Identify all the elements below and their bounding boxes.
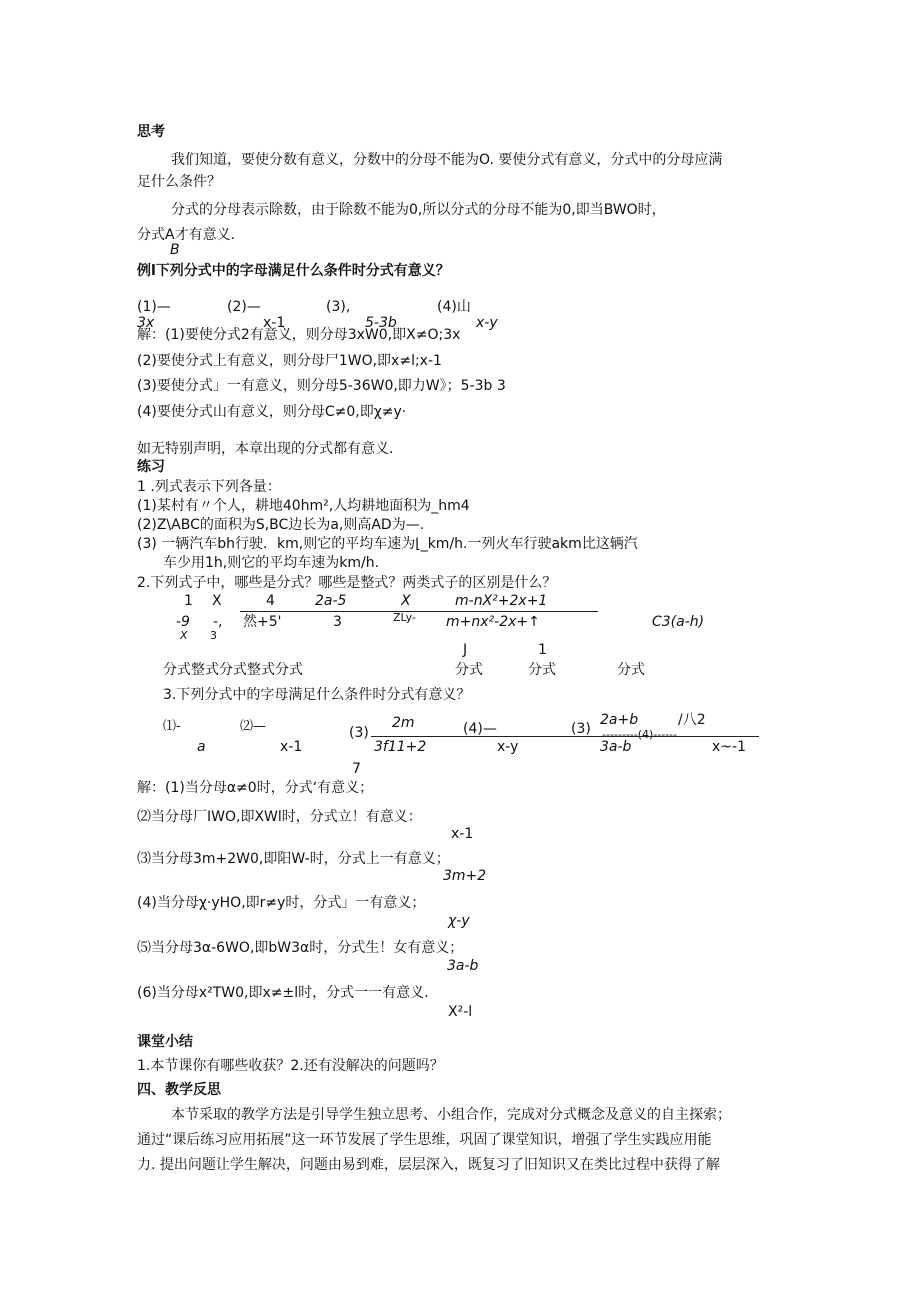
q2-expression: 1 xyxy=(538,642,547,658)
example-item: (1)— xyxy=(137,299,171,315)
q3-denominator: a xyxy=(197,739,206,755)
solution-line: ⑶当分母3m+2W0,即阳W-时，分式上一有意义； xyxy=(137,851,450,867)
practice-heading: 练习 xyxy=(137,459,165,475)
q2-expression: ZLy- xyxy=(393,611,416,624)
q3-numerator: 2m xyxy=(392,715,415,731)
practice-line: (1)某村有〃个人，耕地40hm²,人均耕地面积为_hm4 xyxy=(137,498,470,514)
q3-numerator: /八2 xyxy=(678,712,706,728)
q2-expression: m+nx²-2x+↑ xyxy=(446,614,540,630)
q2-expression: 然+5' xyxy=(243,614,282,630)
q2-answer: 分式 xyxy=(528,662,556,678)
q2-answer: 分式 xyxy=(617,662,645,678)
q2-expression: -9 xyxy=(176,614,190,630)
q3-item: (4)— xyxy=(463,721,497,737)
reflection-line: 力. 提出问题让学生解决，问题由易到难，层层深入，既复习了旧知识又在类比过程中获得了解 xyxy=(137,1157,720,1173)
q2-expression: C3(a-h) xyxy=(652,614,705,630)
example-denominator: x-1 xyxy=(263,315,286,331)
paragraph-line: 分式A才有意义. xyxy=(137,227,236,243)
note-line: 如无特别声明，本章出现的分式都有意义. xyxy=(137,441,394,457)
solution-line: 解：(1)要使分式2有意义，则分母3xW0,即X≠O;3x xyxy=(137,327,461,343)
example-item: (4)山 xyxy=(437,299,471,315)
summary-heading: 课堂小结 xyxy=(137,1034,193,1050)
solution-line: (3)要使分式」一有意义，则分母5-36W0,即力W》；5-3b 3 xyxy=(137,378,506,394)
q3-denominator: x-1 xyxy=(280,739,303,755)
solution-denominator: 3a-b xyxy=(447,958,479,974)
practice-line: (3) 一辆汽车bh行驶．km,则它的平均车速为⌊_km/h.一列火车行驶akm比这辆汽 xyxy=(137,536,638,552)
q2-numerator: 4 xyxy=(266,593,275,609)
solution-line: (2)要使分式上有意义，则分母尸1WO,即x≠l;x-1 xyxy=(137,353,442,369)
solution-denominator: 3m+2 xyxy=(443,868,487,884)
q2-numerator: 2a-5 xyxy=(315,593,347,609)
practice-line: 2.下列式子中，哪些是分式？哪些是整式？两类式子的区别是什么？ xyxy=(137,575,557,591)
solution-denominator: X²-l xyxy=(448,1004,473,1020)
solution-denominator: x-1 xyxy=(451,826,474,842)
paragraph-line: 足什么条件？ xyxy=(137,174,221,190)
q2-expression: J xyxy=(463,642,468,658)
practice-line: (2)Z\ABC的面积为S,BC边长为a,则高AD为—. xyxy=(137,517,425,533)
paragraph-line: 我们知道，要使分数有意义，分数中的分母不能为O. 要使分式有意义，分式中的分母应满 xyxy=(171,152,723,168)
solution-line: ⑵当分母厂IWO,即XWl时，分式立！有意义： xyxy=(137,809,422,825)
practice-line: 3.下列分式中的字母满足什么条件时分式有意义？ xyxy=(163,687,471,703)
reflection-line: 通过“课后练习应用拓展”这一环节发展了学生思维，巩固了课堂知识，增强了学生实践应用能 xyxy=(137,1132,712,1148)
example-item: (3), xyxy=(326,299,351,315)
paragraph-line: 分式的分母表示除数，由于除数不能为0,所以分式的分母不能为0,即当BWO时， xyxy=(171,202,666,218)
solution-line: (4)要使分式山有意义，则分母C≠0,即χ≠y· xyxy=(137,404,407,420)
section-heading-think: 思考 xyxy=(137,124,165,140)
example-denominator: x-y xyxy=(476,315,498,331)
q2-expression: 3 xyxy=(333,614,342,630)
q3-denominator: x~-1 xyxy=(712,739,746,755)
solution-line: ⑸当分母3α-6WO,即bW3α时，分式生！女有意义； xyxy=(137,940,464,956)
example-denominator: 5-3b xyxy=(365,315,397,331)
practice-line: 车少用1h,则它的平均车速为km/h. xyxy=(163,555,380,571)
q3-denominator: x-y xyxy=(497,739,519,755)
solution-line: (6)当分母x²TW0,即x≠±l时，分式一一有意义. xyxy=(137,985,429,1001)
q2-answer: 分式 xyxy=(455,662,483,678)
q3-item: ---------(4)------ xyxy=(602,728,678,741)
example-item: (2)— xyxy=(227,299,261,315)
q2-answer: 分式整式分式整式分式 xyxy=(163,662,303,678)
q2-numerator: 1 xyxy=(184,593,193,609)
q3-denominator: 3a-b xyxy=(600,739,632,755)
summary-line: 1.本节课你有哪些收获？2.还有没解决的问题吗？ xyxy=(137,1058,444,1074)
q2-expression: 3 xyxy=(210,629,217,642)
q3-item: (3) xyxy=(349,725,369,741)
solution-line: 解：(1)当分母α≠0时，分式‘有意义； xyxy=(137,780,374,796)
q3-item: ⑵— xyxy=(240,719,267,734)
reflection-heading: 四、教学反思 xyxy=(137,1082,221,1098)
example-title: 例l下列分式中的字母满足什么条件时分式有意义？ xyxy=(137,263,450,279)
example-denominator: 3x xyxy=(137,315,155,331)
reflection-line: 本节采取的教学方法是引导学生独立思考、小组合作，完成对分式概念及意义的自主探索； xyxy=(171,1107,731,1123)
fraction-denominator: B xyxy=(170,242,180,258)
q3-denominator: 3f11+2 xyxy=(374,739,427,755)
q3-numerator: 2a+b xyxy=(600,712,639,728)
q3-denominator: 7 xyxy=(352,761,361,777)
practice-line: 1 .列式表示下列各量： xyxy=(137,479,281,495)
q2-numerator: m-nX²+2x+1 xyxy=(455,593,548,609)
solution-line: (4)当分母χ·yHO,即r≠y时，分式」一有意义； xyxy=(137,895,426,911)
q2-numerator: X xyxy=(212,593,222,609)
q2-numerator: X xyxy=(401,593,411,609)
q3-item: ⑴- xyxy=(163,719,181,734)
q2-expression: X xyxy=(180,629,188,642)
fraction-bar xyxy=(240,611,598,612)
q3-item: (3) xyxy=(571,721,591,737)
q2-expression: -, xyxy=(213,614,223,630)
fraction-bar xyxy=(371,736,759,737)
solution-denominator: χ-y xyxy=(448,913,470,929)
